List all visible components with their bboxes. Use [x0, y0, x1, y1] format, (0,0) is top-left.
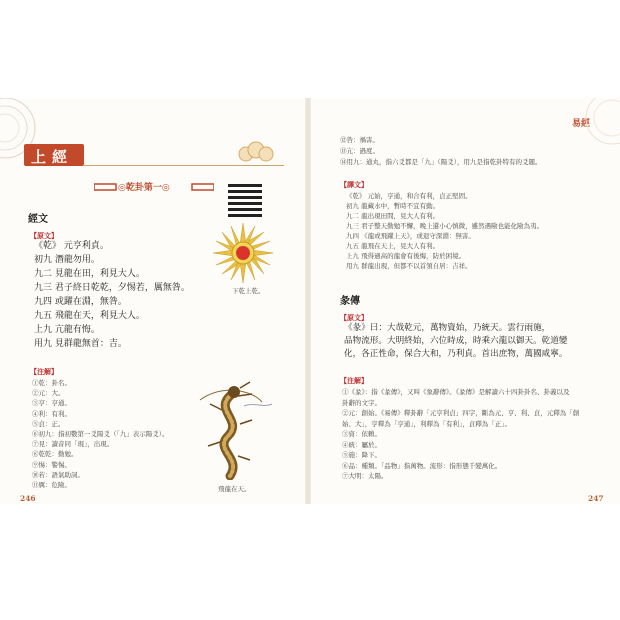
classic-line: 初九 潛龍勿用。 [34, 255, 100, 265]
note-item: ⑤施：降下。 [342, 451, 381, 459]
translation-line: 九二 龍出現田間，見大人有利。 [346, 212, 440, 220]
right-page [310, 98, 620, 504]
classic-line: 上九 亢龍有悔。 [34, 325, 100, 335]
tuan-text [344, 322, 567, 361]
note-item: ④統：屬於。 [342, 440, 381, 449]
sun-illustration-icon [212, 222, 274, 284]
note-item: ⑬亢：過度。 [340, 147, 379, 155]
note-item: ②元：大。 [32, 389, 65, 398]
classic-line: 九二 見龍在田，利見大人。 [34, 269, 145, 279]
note-item: ⑤貞：正。 [32, 419, 65, 428]
banner-block [24, 144, 84, 166]
notes-tag-right: 【注解】 [340, 376, 368, 385]
cloud-ornament-icon [236, 140, 276, 164]
yuanwen-tag: 【原文】 [30, 231, 58, 240]
yuanwen-tag-right: 【原文】 [340, 313, 368, 322]
notes-list-right [342, 387, 579, 482]
note-item: ⑥品：種類。「品物」指萬物。流形：指形態千變萬化。 [342, 461, 502, 470]
banner-title: 上經 [31, 148, 74, 166]
note-item: 卦辭的文字。 [342, 398, 381, 407]
running-head: 易經 [572, 119, 591, 129]
note-item: 始、大」，亨釋為「亨通」，利釋為「有利」，貞釋為「正」。 [342, 419, 511, 428]
note-item: ⑨惕：警惕。 [32, 460, 71, 469]
note-item: ①《彖》：指《彖傳》，又叫《象辭傳》。《彖傳》是解讀六十四卦卦名、卦義以及 [342, 388, 570, 396]
note-item: ⑦見：讀音同「現」，出現。 [32, 440, 114, 449]
translation-list [346, 191, 543, 271]
translation-line: 《乾》 元始，亨通，和合有利，貞正堅固。 [346, 192, 472, 200]
note-item: ①乾：卦名。 [32, 379, 71, 387]
note-item: ⑭用九：通丸，指六爻都是「九」（陽爻），用九是指乾卦特有的爻題。 [340, 158, 542, 166]
notes-tag: 【注解】 [30, 367, 58, 376]
banner-rule [84, 165, 284, 166]
note-item: ②元：創始。《易傳》釋卦辭「元亨利貞」四字，斷為元、亨、利、貞，元釋為「創 [342, 409, 580, 417]
translation-line: 九四 《龍或飛躍上天》，或退守深淵：無害。 [346, 232, 475, 240]
note-item: ⑥初九：指初數第一爻陽爻（「九」表示陽爻）。 [32, 430, 169, 439]
translation-line: 九五 龍飛在天上，見大人有利。 [346, 242, 440, 250]
translation-line: 上九 飛得過高的龍會有後悔，防於困境。 [346, 252, 466, 260]
translation-line: 九三 君子整天勤勉不懈，晚上還小心慎微，雖然遇險也能化險為夷。 [346, 222, 544, 230]
note-item: ③亨：亨通。 [32, 399, 71, 408]
page-number-left: 246 [20, 494, 36, 503]
note-item: ⑧乾乾：勤勉。 [32, 450, 78, 459]
note-item: ⑦大明：太陽。 [342, 472, 388, 480]
hexagram-title: ◎乾卦第一◎ [118, 183, 170, 193]
tuan-line: 品物流形。大明終始，六位時成，時乘六龍以御天。乾道變 [344, 336, 568, 346]
translation-line: 用九 群龍出現，但都不以首領自居：吉祥。 [346, 262, 472, 270]
corner-ornament-icon [560, 98, 620, 150]
tuan-line: 《彖》曰：大哉乾元，萬物資始，乃統天。雲行雨施， [344, 323, 551, 333]
notes-list [32, 378, 169, 490]
dragon-caption: 飛龍在天。 [218, 485, 251, 493]
yiwen-tag: 【譯文】 [340, 180, 368, 189]
classic-line: 九四 或躍在淵，無咎。 [34, 297, 127, 307]
classic-line: 《乾》 元亨利貞。 [34, 241, 109, 251]
note-item: ③資：依賴。 [342, 430, 381, 438]
notes-continued [340, 135, 542, 168]
dragon-illustration-icon [192, 380, 282, 480]
translation-line: 初九 龍藏水中，暫時不宜有動。 [346, 202, 440, 210]
note-item: ⑪厲：危險。 [32, 481, 71, 490]
section-title-tuanzhuan: 彖傳 [340, 296, 360, 307]
book-spread [0, 98, 620, 504]
note-item: ④利：有利。 [32, 409, 71, 418]
classic-line: 九三 君子終日乾乾，夕惕若，厲無咎。 [34, 283, 190, 293]
section-title-jingwen: 經文 [28, 214, 48, 225]
note-item: ⑩若：語氣助詞。 [32, 470, 84, 479]
classic-lines [34, 239, 190, 351]
hexagram-symbol [228, 184, 262, 217]
tuan-line: 化，各正性命，保合大和，乃利貞。首出庶物，萬國咸寧。 [344, 349, 568, 359]
page-number-right: 247 [588, 494, 604, 503]
classic-line: 用九 見群龍無首：吉。 [34, 339, 127, 349]
classic-line: 九五 飛龍在天，利見大人。 [34, 311, 145, 321]
note-item: ⑫咎：禍害。 [340, 136, 379, 144]
left-page [0, 98, 306, 504]
sun-caption: 下乾上乾。 [232, 287, 265, 295]
